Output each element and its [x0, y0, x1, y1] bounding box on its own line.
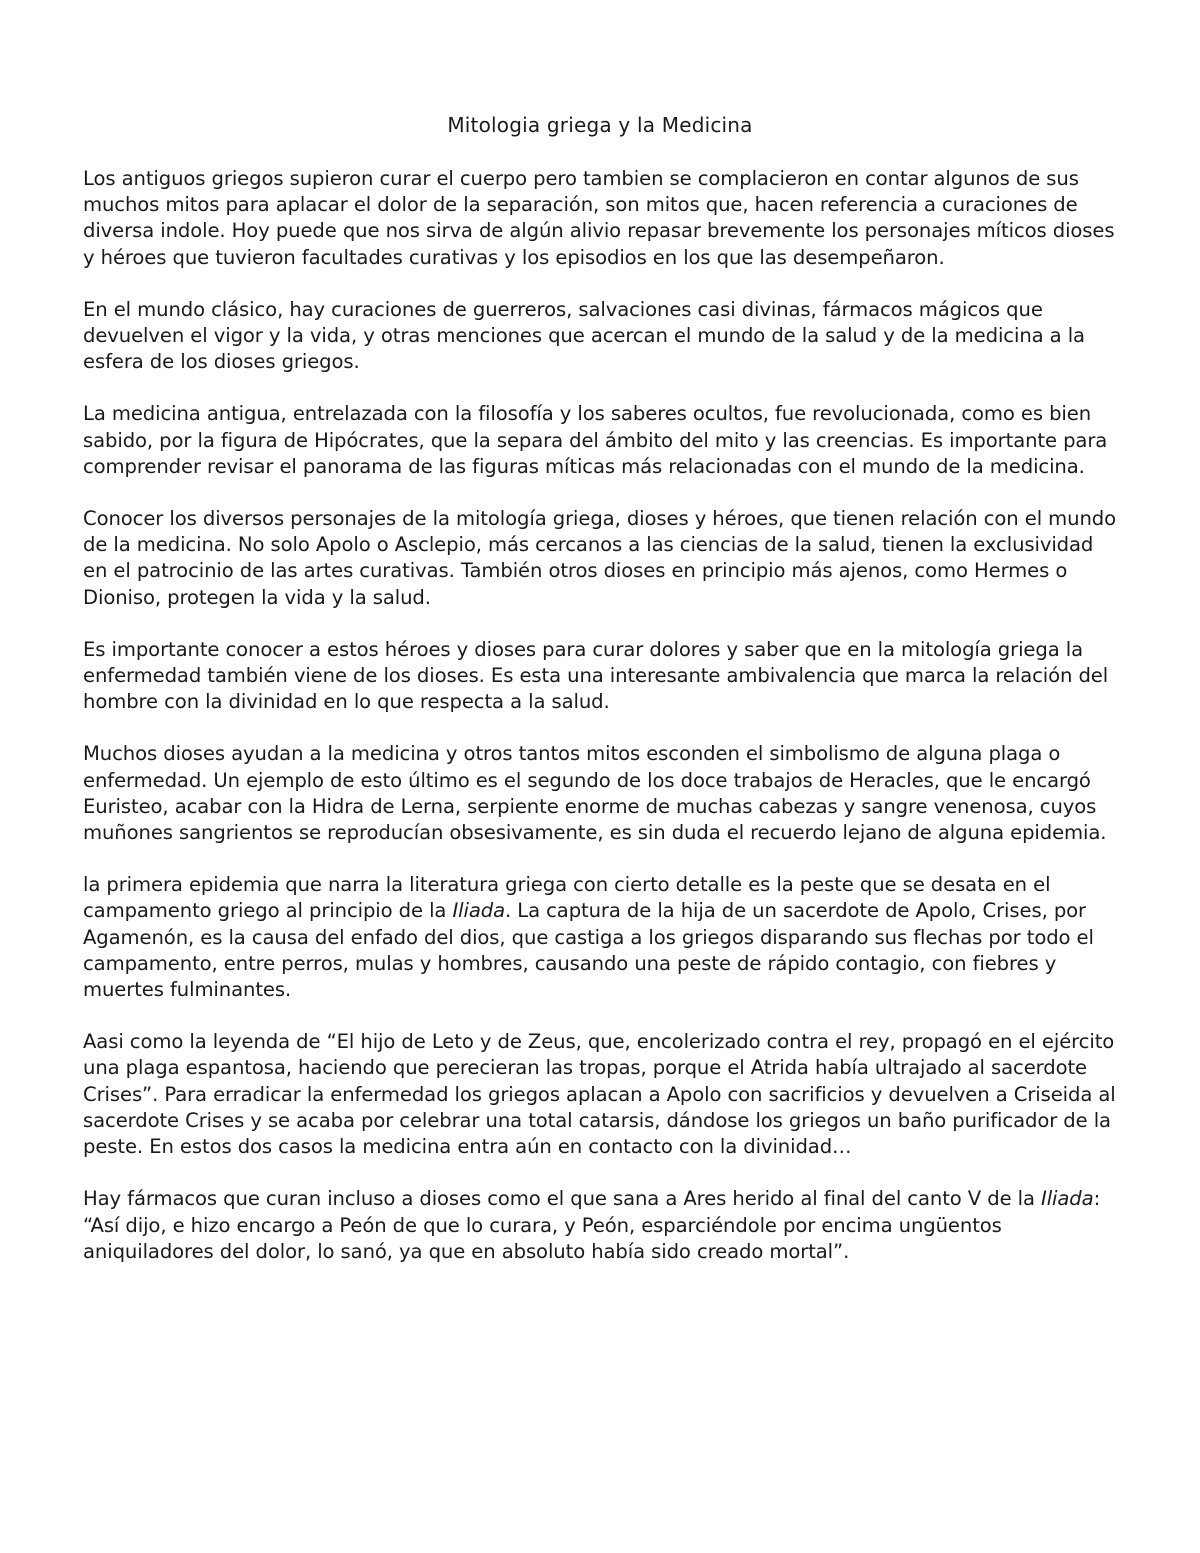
document-page: [83, 112, 1117, 1291]
paragraph-3: La medicina antigua, entrelazada con la filosofía y los saberes ocultos, fue revolucionada, como es bien sabido, por la figura de Hipócrates, que la separa del ámbito del mito y las creencias. Es importante para comprender revisar el panorama de las figuras míticas más relacionadas con el mundo de la medicina.: [83, 402, 1108, 478]
paragraph-7-before: la primera epidemia que narra la literatura griega con cierto detalle es la peste que se desata en el campamento griego al principio de la: [83, 873, 1051, 923]
paragraph-6: Muchos dioses ayudan a la medicina y otros tantos mitos esconden el simbolismo de alguna plaga o enfermedad. Un ejemplo de esto último es el segundo de los doce trabajos de Heracles, que le encargó Euristeo, acabar con la Hidra de Lerna, serpiente enorme de muchas cabezas y sangre venenosa, cuyos muñones sangrientos se reproducían obsesivamente, es sin duda el recuerdo lejano de alguna epidemia.: [83, 742, 1107, 845]
paragraph-9-after: : “Así dijo, e hizo encargo a Peón de que lo curara, y Peón, esparciéndole por encima ungüentos aniquiladores del dolor, lo sanó, ya que en absoluto había sido creado mortal”.: [83, 1187, 1101, 1263]
paragraph-9-before: Hay fármacos que curan incluso a dioses como el que sana a Ares herido al final del canto V de la: [83, 1187, 1042, 1211]
paragraph-9: [83, 1186, 1117, 1265]
paragraph-7-italic-title: Iliada: [452, 899, 505, 923]
paragraph-8: Aasi como la leyenda de “El hijo de Leto y de Zeus, que, encolerizado contra el rey, propagó en el ejército una plaga espantosa, haciendo que perecieran las tropas, porque el Atrida había ultrajado al sacerdote Crises”. Para erradicar la enfermedad los griegos aplacan a Apolo con sacrificios y devuelven a Criseida al sacerdote Crises y se acaba por celebrar una total catarsis, dándose los griegos un baño purificador de la peste. En estos dos casos la medicina entra aún en contacto con la divinidad…: [83, 1030, 1116, 1159]
paragraph-2: En el mundo clásico, hay curaciones de guerreros, salvaciones casi divinas, fármacos mágicos que devuelven el vigor y la vida, y otras menciones que acercan el mundo de la salud y de la medicina a la esfera de los dioses griegos.: [83, 297, 1085, 374]
paragraph-5: Es importante conocer a estos héroes y dioses para curar dolores y saber que en la mitología griega la enfermedad también viene de los dioses. Es esta una interesante ambivalencia que marca la relación del hombre con la divinidad en lo que respecta a la salud.: [83, 637, 1109, 714]
paragraph-9-italic-title: Iliada: [1041, 1187, 1094, 1211]
paragraph-4: Conocer los diversos personajes de la mitología griega, dioses y héroes, que tienen relación con el mundo de la medicina. No solo Apolo o Asclepio, más cercanos a las ciencias de la salud, tienen la exclusividad en el patrocinio de las artes curativas. También otros dioses en principio más ajenos, como Hermes o Dioniso, protegen la vida y la salud.: [83, 507, 1117, 609]
paragraph-7: [83, 872, 1117, 1003]
paragraph-1: Los antiguos griegos supieron curar el cuerpo pero tambien se complacieron en contar algunos de sus muchos mitos para aplacar el dolor de la separación, son mitos que, hacen referencia a curaciones de diversa indole. Hoy puede que nos sirva de algún alivio repasar brevemente los personajes míticos dioses y héroes que tuvieron facultades curativas y los episodios en los que las desempeñaron.: [83, 167, 1115, 269]
paragraph-7-after: . La captura de la hija de un sacerdote de Apolo, Crises, por Agamenón, es la causa del enfado del dios, que castiga a los griegos disparando sus flechas por todo el campamento, entre perros, mulas y hombres, causando una peste de rápido contagio, con fiebres y muertes fulminantes.: [83, 899, 1094, 1002]
document-title: Mitologia griega y la Medicina: [447, 113, 753, 137]
